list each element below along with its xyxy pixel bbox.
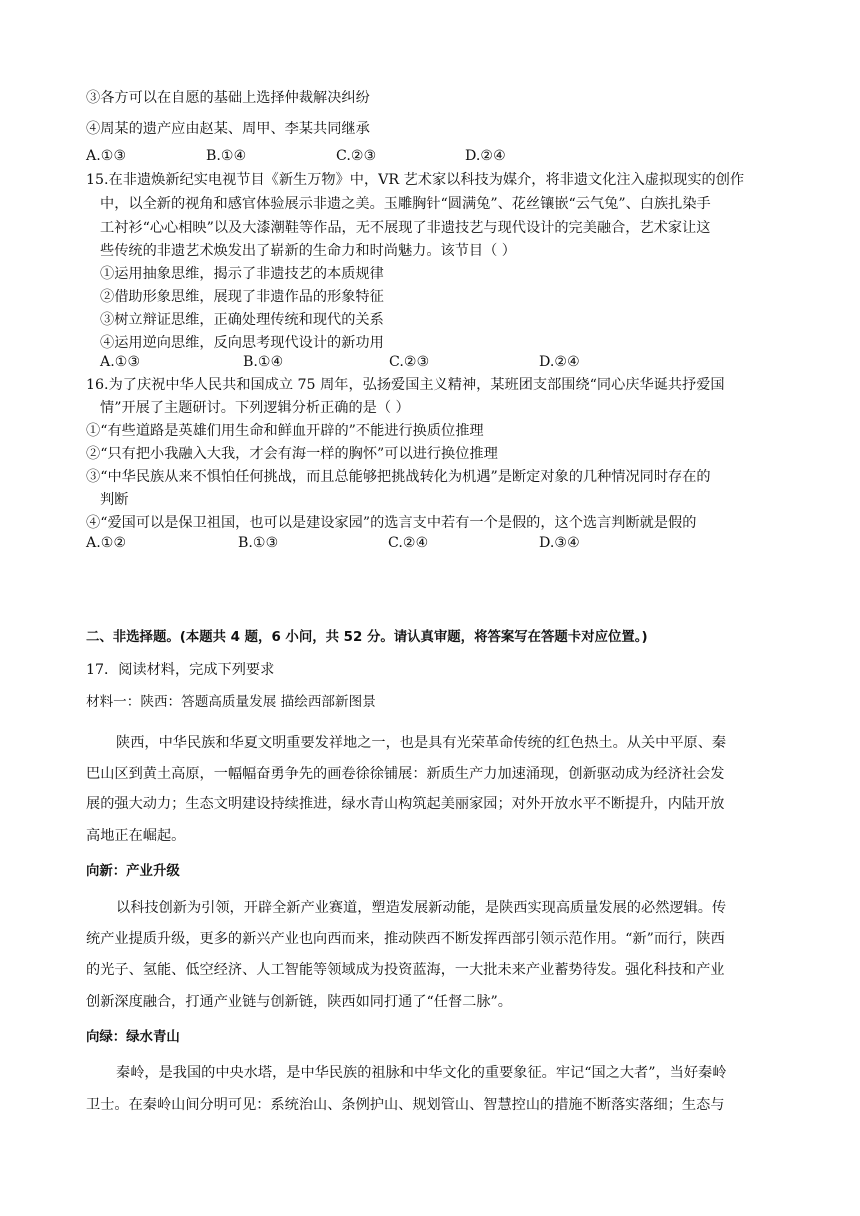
q17-para2-line-1: 以科技创新为引领，开辟全新产业赛道，塑造发展新动能，是陕西实现高质量发展的必然逻辑。传 (116, 900, 727, 916)
q17-subheading-innovation: 向新：产业升级 (86, 864, 180, 879)
q15-item-4: ④运用逆向思维，反向思考现代设计的新功用 (100, 335, 384, 351)
q15-option-a: A.①③ (100, 354, 141, 370)
q15-option-c: C.②③ (389, 354, 430, 370)
q16-item-2: ②“只有把小我融入大我，才会有海一样的胸怀”可以进行换位推理 (86, 446, 498, 462)
q17-para3-line-2: 卫士。在秦岭山间分明可见：系统治山、条例护山、规划管山、智慧控山的措施不断落实落细；生态与 (86, 1097, 725, 1113)
q14-option-b: B.①④ (206, 148, 247, 164)
q16-stem-line-1: 16.为了庆祝中华人民共和国成立 75 周年，弘扬爱国主义精神，某班团支部围绕“同心庆华诞共抒爱国 (86, 377, 725, 393)
q15-item-3: ③树立辩证思维，正确处理传统和现代的关系 (100, 312, 384, 328)
q15-item-1: ①运用抽象思维，揭示了非遗技艺的本质规律 (100, 266, 384, 282)
q17-para2-line-3: 的光子、氢能、低空经济、人工智能等领域成为投资蓝海，一大批未来产业蓄势待发。强化科技和产业 (86, 962, 725, 978)
q16-stem-line-2: 情”开展了主题研讨。下列逻辑分析正确的是（ ） (100, 400, 410, 416)
q16-option-d: D.③④ (539, 535, 580, 551)
q17-para3-line-1: 秦岭，是我国的中央水塔，是中华民族的祖脉和中华文化的重要象征。牢记“国之大者”，当好秦岭 (116, 1065, 727, 1081)
q15-option-d: D.②④ (539, 354, 580, 370)
q15-stem-line-1: 15.在非遗焕新纪实电视节目《新生万物》中，VR 艺术家以科技为媒介，将非遗文化注入虚拟现实的创作 (86, 172, 745, 188)
q15-item-2: ②借助形象思维，展现了非遗作品的形象特征 (100, 289, 384, 305)
q16-option-b: B.①③ (238, 535, 279, 551)
q17-para1-line-3: 展的强大动力；生态文明建设持续推进，绿水青山构筑起美丽家园；对外开放水平不断提升，内陆开放 (86, 796, 725, 812)
q16-option-c: C.②④ (388, 535, 429, 551)
q14-options (86, 146, 686, 166)
q14-option-c: C.②③ (336, 148, 377, 164)
q16-item-1: ①“有些道路是英雄们用生命和鲜血开辟的”不能进行换质位推理 (86, 423, 484, 439)
q17-title: 17．阅读材料，完成下列要求 (86, 662, 275, 678)
q15-stem-line-2: 中，以全新的视角和感官体验展示非遗之美。玉雕胸针“圆满兔”、花丝镶嵌“云气兔”、白族扎染手 (100, 196, 711, 212)
q15-stem-line-4: 些传统的非遗艺术焕发出了崭新的生命力和时尚魅力。该节目（ ） (100, 243, 516, 259)
q14-option-a: A.①③ (86, 148, 127, 164)
q17-para2-line-4: 创新深度融合，打通产业链与创新链，陕西如同打通了“任督二脉”。 (86, 994, 512, 1010)
q14-item-3: ③各方可以在自愿的基础上选择仲裁解决纠纷 (86, 90, 370, 106)
q17-subheading-green: 向绿：绿水青山 (86, 1030, 180, 1045)
q16-item-3-cont: 判断 (100, 492, 129, 508)
q14-item-4: ④周某的遗产应由赵某、周甲、李某共同继承 (86, 121, 370, 137)
q14-option-d: D.②④ (465, 148, 506, 164)
q17-para2-line-2: 统产业提质升级，更多的新兴产业也向西而来，推动陕西不断发挥西部引领示范作用。“新”而行，陕西 (86, 931, 725, 947)
q15-stem-line-3: 工衬衫“心心相映”以及大漆潮鞋等作品，无不展现了非遗技艺与现代设计的完美融合，艺术家让这 (100, 220, 711, 236)
q17-para1-line-1: 陕西，中华民族和华夏文明重要发祥地之一，也是具有光荣革命传统的红色热土。从关中平原、秦 (116, 735, 727, 751)
q16-options (86, 533, 686, 553)
q15-options (100, 352, 700, 372)
q16-item-4: ④“爱国可以是保卫祖国，也可以是建设家园”的选言支中若有一个是假的，这个选言判断就是假的 (86, 515, 697, 531)
q17-para1-line-4: 高地正在崛起。 (86, 828, 186, 844)
q16-option-a: A.①② (86, 535, 127, 551)
q17-material-1-title: 材料一：陕西：答题高质量发展 描绘西部新图景 (86, 694, 376, 710)
section-2-heading: 二、非选择题。(本题共 4 题，6 小问，共 52 分。请认真审题，将答案写在答题卡对应位置。) (86, 630, 648, 645)
q17-para1-line-2: 巴山区到黄土高原，一幅幅奋勇争先的画卷徐徐铺展：新质生产力加速涌现，创新驱动成为经济社会发 (86, 766, 725, 782)
q16-item-3: ③“中华民族从来不惧怕任何挑战，而且总能够把挑战转化为机遇”是断定对象的几种情况同时存在的 (86, 469, 711, 485)
q15-option-b: B.①④ (243, 354, 284, 370)
